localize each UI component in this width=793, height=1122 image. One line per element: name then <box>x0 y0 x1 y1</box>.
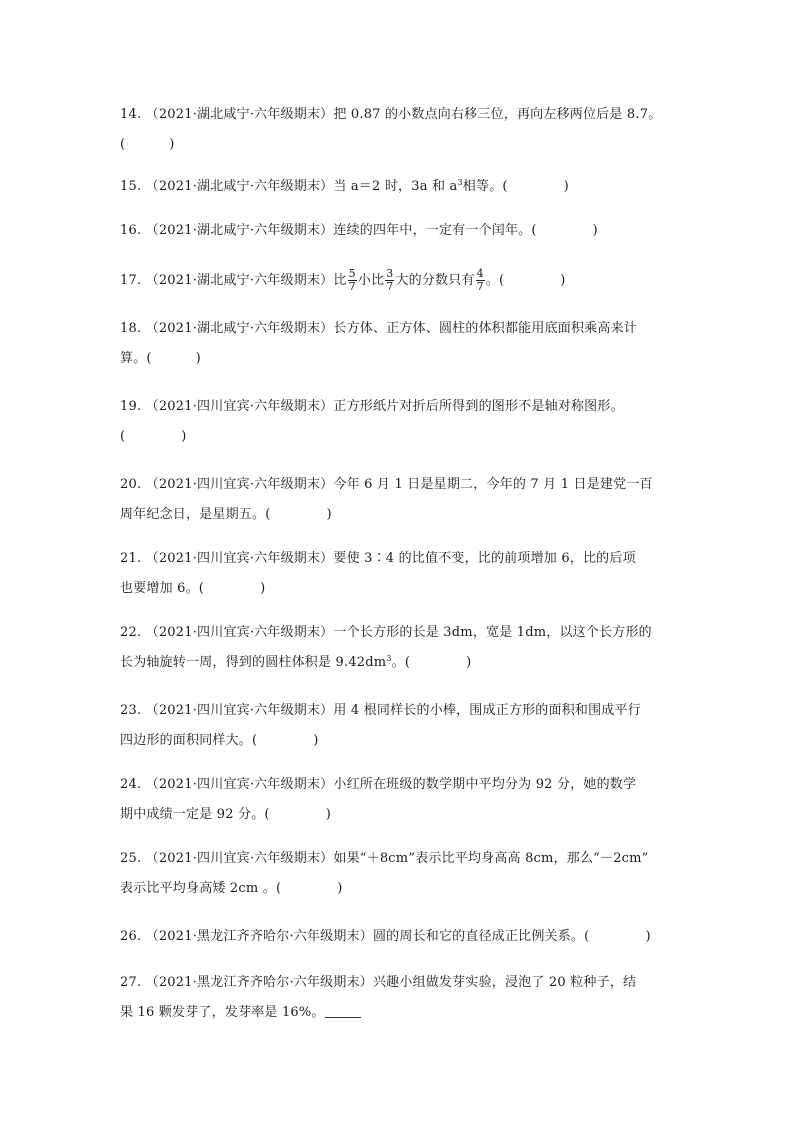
question-source: （2021·四川宜宾·六年级期末） <box>145 777 334 792</box>
question-text: 长为轴旋转一周，得到的圆柱体积是 9.42dm <box>120 655 387 670</box>
question-text-end: 相等。( <box>462 179 508 194</box>
answer-close-paren: ) <box>337 881 343 896</box>
question-number: 14. <box>120 107 142 122</box>
question-text: 今年 6 月 1 日是星期二，今年的 7 月 1 日是建党一百 <box>333 477 653 492</box>
question-number: 20. <box>120 477 142 492</box>
question-number: 16. <box>120 223 142 238</box>
question-text-end: 。( <box>391 655 411 670</box>
question-20 <box>120 470 680 530</box>
question-text: 如果“＋8cm”表示比平均身高高 8cm，那么“－2cm” <box>333 851 649 866</box>
question-24 <box>120 770 680 830</box>
answer-close-paren: ) <box>325 807 331 822</box>
answer-close-paren: ) <box>326 507 332 522</box>
question-25 <box>120 844 680 904</box>
question-text: 小红所在班级的数学期中平均分为 92 分，她的数学 <box>333 777 637 792</box>
question-text: 比 <box>333 273 347 288</box>
answer-underline-blank[interactable] <box>325 1005 361 1018</box>
answer-close-paren: ) <box>195 351 201 366</box>
question-text: 也要增加 6。( <box>120 581 205 596</box>
answer-close-paren: ) <box>645 929 651 944</box>
question-number: 17. <box>120 273 142 288</box>
question-source: （2021·四川宜宾·六年级期末） <box>145 625 334 640</box>
question-26 <box>120 922 680 952</box>
answer-close-paren: ) <box>466 655 472 670</box>
answer-open-paren: ( <box>120 429 126 444</box>
question-number: 15. <box>120 179 142 194</box>
fraction-3-7: $\frac{3}{7}$ <box>386 267 394 293</box>
question-source: （2021·四川宜宾·六年级期末） <box>145 551 334 566</box>
question-15 <box>120 172 680 202</box>
answer-close-paren: ) <box>313 733 319 748</box>
question-source: （2021·湖北咸宁·六年级期末） <box>145 273 334 288</box>
question-number: 26. <box>120 929 142 944</box>
question-source: （2021·四川宜宾·六年级期末） <box>145 703 334 718</box>
question-text: 期中成绩一定是 92 分。( <box>120 807 270 822</box>
answer-close-paren: ) <box>592 223 598 238</box>
question-source: （2021·黑龙江齐齐哈尔·六年级期末） <box>145 975 373 990</box>
question-27 <box>120 968 680 1028</box>
question-number: 25. <box>120 851 142 866</box>
answer-close-paren: ) <box>181 429 187 444</box>
question-text: 用 4 根同样长的小棒，围成正方形的面积和围成平行 <box>333 703 641 718</box>
question-source: （2021·湖北咸宁·六年级期末） <box>145 179 334 194</box>
question-text: 大的分数只有 <box>395 273 475 288</box>
question-text: 长方体、正方体、圆柱的体积都能用底面积乘高来计 <box>333 321 637 336</box>
question-text: 把 0.87 的小数点向右移三位，再向左移两位后是 8.7。 <box>333 107 662 122</box>
question-text: 小比 <box>357 273 385 288</box>
question-source: （2021·湖北咸宁·六年级期末） <box>145 107 334 122</box>
answer-close-paren: ) <box>260 581 266 596</box>
question-16 <box>120 216 680 246</box>
question-text: 当 a＝2 时，3a 和 a <box>333 179 458 194</box>
answer-close-paren: ) <box>560 273 566 288</box>
question-text: 一个长方形的长是 3dm，宽是 1dm，以这个长方形的 <box>333 625 652 640</box>
question-text: 算。( <box>120 351 152 366</box>
question-18 <box>120 314 680 374</box>
question-number: 22. <box>120 625 142 640</box>
question-text: 圆的周长和它的直径成正比例关系。( <box>372 929 590 944</box>
question-source: （2021·四川宜宾·六年级期末） <box>145 477 334 492</box>
question-number: 19. <box>120 399 142 414</box>
answer-close-paren: ) <box>169 137 175 152</box>
fraction-4-7: $\frac{4}{7}$ <box>476 267 484 293</box>
question-text: 果 16 颗发芽了，发芽率是 16%。 <box>120 1005 325 1020</box>
question-14 <box>120 100 680 160</box>
exponent: 3 <box>457 178 463 187</box>
exponent: 3 <box>386 654 392 663</box>
question-17 <box>120 266 680 296</box>
question-23 <box>120 696 680 756</box>
question-number: 23. <box>120 703 142 718</box>
question-text: 连续的四年中，一定有一个闰年。( <box>333 223 537 238</box>
question-source: （2021·四川宜宾·六年级期末） <box>145 399 334 414</box>
answer-open-paren: ( <box>120 137 126 152</box>
fraction-5-7: $\frac{5}{7}$ <box>348 267 356 293</box>
question-source: （2021·黑龙江齐齐哈尔·六年级期末） <box>145 929 373 944</box>
question-source: （2021·湖北咸宁·六年级期末） <box>145 223 334 238</box>
question-number: 24. <box>120 777 142 792</box>
question-source: （2021·湖北咸宁·六年级期末） <box>145 321 334 336</box>
question-text: 周年纪念日，是星期五。( <box>120 507 271 522</box>
question-source: （2021·四川宜宾·六年级期末） <box>145 851 334 866</box>
question-21 <box>120 544 680 604</box>
question-text: 兴趣小组做发芽实验，浸泡了 20 粒种子，结 <box>372 975 637 990</box>
question-22 <box>120 618 680 678</box>
question-text: 表示比平均身高矮 2cm 。( <box>120 881 282 896</box>
question-number: 27. <box>120 975 142 990</box>
question-text: 四边形的面积同样大。( <box>120 733 258 748</box>
question-number: 18. <box>120 321 142 336</box>
question-text-end: 。( <box>485 273 505 288</box>
question-text: 要使 3∶4 的比值不变，比的前项增加 6，比的后项 <box>333 551 636 566</box>
question-text: 正方形纸片对折后所得到的图形不是轴对称图形。 <box>333 399 624 414</box>
question-number: 21. <box>120 551 142 566</box>
question-19 <box>120 392 680 452</box>
answer-close-paren: ) <box>563 179 569 194</box>
